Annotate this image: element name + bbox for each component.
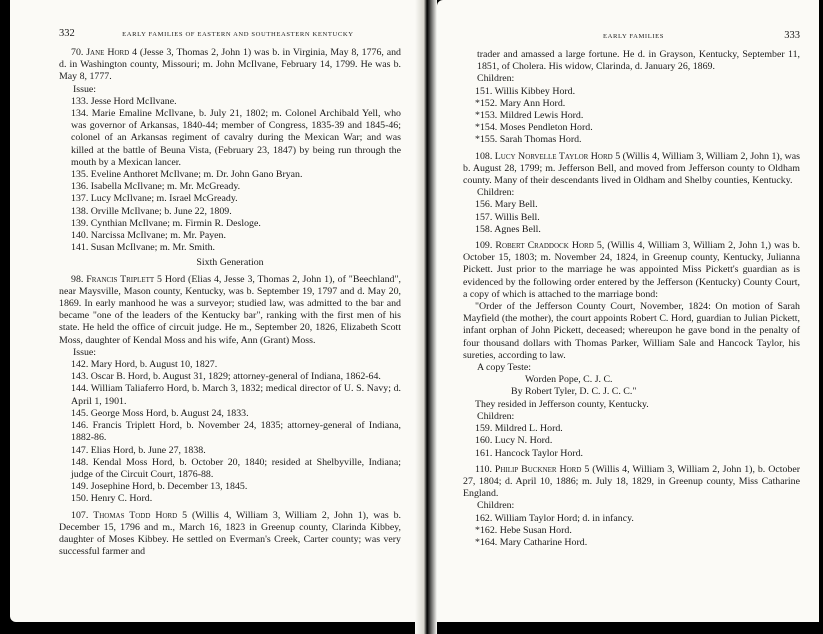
- signature-line: By Robert Tyler, D. C. J. C. C.": [511, 386, 637, 398]
- left-page: [10, 0, 415, 622]
- continued-paragraph: trader and amassed a large fortune. He d. in Grayson, Kentucky, September 11, 1851, of Cholera. His widow, Clarinda, d. January 26, 1869.: [477, 49, 800, 73]
- book-gutter: [415, 0, 437, 634]
- list-item: 157. Willis Bell.: [475, 211, 540, 223]
- quoted-paragraph: "Order of the Jefferson County Court, November, 1824: On motion of Sarah Mayfield (the mother), the court appoints Robert C. Hord, guardian to Julian Pickett, infant orphan of John Pickett, deceased; whereupon he gave bond in the penalty of four thousand dollars with Thomas Parker, William Sale and Hancock Taylor, his sureties, according to law.: [463, 301, 800, 361]
- issue-heading: Issue:: [73, 83, 97, 95]
- right-page: [437, 0, 819, 622]
- genealogy-entry: [59, 274, 401, 347]
- entry-name: Thomas Todd Hord: [93, 509, 178, 521]
- entry-text: 4 (Jesse 3, Thomas 2, John 1) was b. in Virginia, May 8, 1776, and d. in Washington county, Missouri; m. John McIlvane, February 14, 1799. He was b. May 8, 1777.: [59, 47, 401, 83]
- running-head: EARLY FAMILIES OF EASTERN AND SOUTHEASTERN KENTUCKY: [122, 31, 354, 38]
- right-page-header: [463, 30, 800, 41]
- list-item: 142. Mary Hord, b. August 10, 1827.: [71, 359, 218, 371]
- quoted-paragraph: They resided in Jefferson county, Kentucky.: [475, 398, 649, 410]
- signature-line: Worden Pope, C. J. C.: [525, 374, 613, 386]
- genealogy-entry: [59, 47, 401, 84]
- entry-name: Lucy Norvelle Taylor Hord: [494, 150, 613, 162]
- list-item: 148. Kendal Moss Hord, b. October 20, 1840; resided at Shelbyville, Indiana; judge of the Circuit Court, 1876-88.: [71, 456, 401, 480]
- page-number: 332: [59, 28, 75, 39]
- entry-text: 5 (Willis 4, William 3, William 2, John 1), was b. August 28, 1799; m. Jefferson Bell, and moved from Jefferson county to Oldham county. Many of their descendants lived in Oldham and Shelby counties, Kentucky.: [463, 150, 801, 187]
- entry-name: Jane Hord: [86, 47, 130, 58]
- list-item: 133. Jesse Hord McIlvane.: [71, 95, 177, 107]
- right-page-body: [463, 49, 800, 549]
- list-item: *152. Mary Ann Hord.: [475, 97, 566, 109]
- list-item: 143. Oscar B. Hord, b. August 31, 1829; attorney-general of Indiana, 1862-64.: [71, 371, 381, 383]
- list-item: 144. William Taliaferro Hord, b. March 3, 1832; medical director of U. S. Navy; d. April 1, 1901.: [71, 383, 401, 407]
- issue-heading: Children:: [477, 410, 515, 422]
- entry-text: 5 (Willis 4, William 3, William 2, John 1), b. October 27, 1804; d. April 10, 1886; m. July 18, 1829, in Greenup county, Miss Catharine England.: [463, 463, 800, 500]
- issue-heading: Issue:: [73, 346, 97, 358]
- entry-number: 70.: [71, 47, 87, 58]
- list-item: 146. Francis Triplett Hord, b. November 24, 1835; attorney-general of Indiana, 1882-86.: [71, 420, 401, 444]
- list-item: *162. Hebe Susan Hord.: [475, 524, 572, 536]
- list-item: *155. Sarah Thomas Hord.: [475, 134, 582, 146]
- issue-heading: Children:: [477, 500, 515, 512]
- issue-heading: Children:: [477, 187, 515, 199]
- list-item: *164. Mary Catharine Hord.: [475, 536, 588, 548]
- list-item: 160. Lucy N. Hord.: [475, 435, 553, 447]
- list-item: 140. Narcissa McIlvane; m. Mr. Payen.: [71, 230, 226, 242]
- entry-name: Francis Triplett: [86, 273, 155, 285]
- entry-number: 107.: [71, 509, 94, 521]
- entry-text: 5, (Willis 4, William 3, William 2, John 1,) was b. October 15, 1803; m. November 24, 1824, in Greenup county, Kentucky, Julianna Pickett. Just prior to the marriage he was appointed Miss Pickett's guardian as is evidenced by the following order entered by the Jefferson (Kentucky) County Court, a copy of which is attached to the marriage bond:: [463, 240, 800, 300]
- list-item: 141. Susan McIlvane; m. Mr. Smith.: [71, 242, 216, 254]
- genealogy-entry: [463, 151, 800, 188]
- left-page-header: [59, 28, 401, 39]
- list-item: 158. Agnes Bell.: [475, 223, 541, 235]
- list-item: 136. Isabella McIlvane; m. Mr. McGready.: [71, 181, 241, 193]
- list-item: 151. Willis Kibbey Hord.: [475, 85, 576, 97]
- list-item: 135. Eveline Anthoret McIlvane; m. Dr. John Gano Bryan.: [71, 169, 303, 181]
- entry-number: 109.: [475, 240, 496, 252]
- list-item: 139. Cynthian McIlvane; m. Firmin R. Desloge.: [71, 217, 261, 229]
- genealogy-entry: [463, 464, 800, 501]
- issue-heading: A copy Teste:: [477, 362, 531, 374]
- entry-name: Robert Craddock Hord: [495, 240, 594, 252]
- entry-name: Philip Buckner Hord: [494, 463, 582, 475]
- entry-text: 5 (Willis 4, William 3, William 2, John 1), was b. December 15, 1796 and m., March 16, 1823 in Greenup county, Clarinda Kibbey, daughter of Moses Kibbey. He settled on Everman's Creek, Carter county; was very successful farmer and: [59, 509, 401, 558]
- issue-heading: Children:: [477, 73, 515, 85]
- list-item: 161. Hancock Taylor Hord.: [475, 447, 583, 459]
- left-page-body: [59, 47, 401, 558]
- list-item: 145. George Moss Hord, b. August 24, 1833.: [71, 407, 249, 419]
- entry-text: 5 Hord (Elias 4, Jesse 3, Thomas 2, John 1), of "Beechland", near Maysville, Mason county, Kentucky, was b. September 19, 1797 and d. May 20, 1869. In early manhood he was a surveyor; studied law, was admitted to the bar and became "one of the leaders of the Kentucky bar", ranking with the first men of his state. He held the office of circuit judge. He m., September 20, 1826, Elizabeth Scott Moss, daughter of Kendal Moss and his wife, Ann (Grant) Moss.: [59, 273, 401, 346]
- list-item: *154. Moses Pendleton Hord.: [475, 122, 593, 134]
- genealogy-entry: [59, 510, 401, 559]
- entry-number: 98.: [71, 273, 87, 285]
- list-item: 162. William Taylor Hord; d. in infancy.: [475, 512, 634, 524]
- list-item: 147. Elias Hord, b. June 27, 1838.: [71, 444, 206, 456]
- entry-number: 110.: [475, 463, 495, 475]
- list-item: 138. Orville McIlvane; b. June 22, 1809.: [71, 205, 232, 217]
- list-item: 156. Mary Bell.: [475, 199, 538, 211]
- genealogy-entry: [463, 240, 800, 301]
- section-heading: Sixth Generation: [196, 257, 264, 269]
- running-head: EARLY FAMILIES: [603, 33, 665, 40]
- list-item: 137. Lucy McIlvane; m. Israel McGready.: [71, 193, 238, 205]
- list-item: 149. Josephine Hord, b. December 13, 1845.: [71, 481, 248, 493]
- list-item: *153. Mildred Lewis Hord.: [475, 110, 584, 122]
- list-item: 150. Henry C. Hord.: [71, 493, 153, 505]
- entry-number: 108.: [475, 150, 495, 162]
- list-item: 134. Marie Emaline McIlvane, b. July 21, 1802; m. Colonel Archibald Yell, who was governor of Arkansas, 1840-44; member of Congress, 1835-39 and 1845-46; colonel of an Arkansas regiment of cavalry during the Mexican War; and was killed at the battle of Beuna Vista, (February 23, 1847) by being run through the mouth by a Mexican lancer.: [71, 108, 401, 168]
- list-item: 159. Mildred L. Hord.: [475, 423, 563, 435]
- page-number: 333: [784, 30, 800, 41]
